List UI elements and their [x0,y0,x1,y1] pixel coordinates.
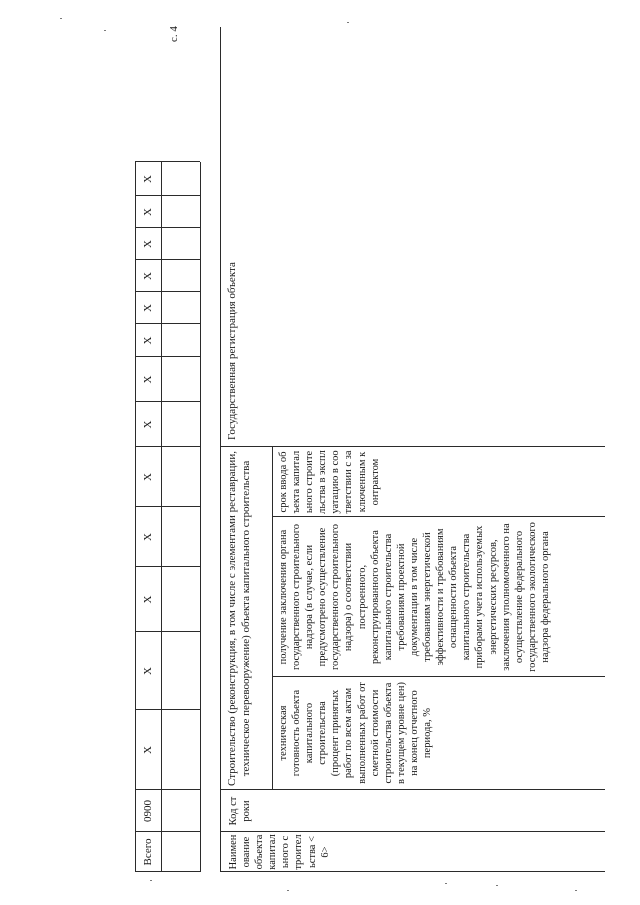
totals-mark: Х [142,595,154,604]
construction-section-title: Строительство (реконструкция, в том числе с элементами реставрации, техническое перевооружение) объекта капитального строительства [226,451,252,786]
code-column-header: Код строки [228,796,253,826]
totals-label: Всего [142,838,154,866]
totals-mark: Х [142,175,154,183]
totals-mark: Х [142,240,154,248]
totals-code: 0900 [142,800,154,822]
totals-mark: Х [142,533,154,541]
totals-mark: Х [142,420,154,429]
rotated-form [135,27,605,872]
readiness-column-header: техническая готовность объекта капитального строительства (процент принятых работ по всем актам выполненных работ от сметной стоимости строительства объекта в текущем уровне цен) на конец отчетного периода, % [278,681,434,785]
registration-column-header: Государственная регистрация объекта [226,262,238,440]
totals-mark: Х [142,746,154,754]
name-column-header: Наименование объекта капитального строительства <6> [228,834,331,870]
totals-mark: Х [142,208,154,216]
page-number: с. 4 [168,26,180,42]
totals-mark: Х [142,272,154,280]
totals-mark: Х [142,473,154,481]
inspection-conclusion-column-header: получение заключения органа государственного строительного надзора (в случае, если предусмотрено осуществление государственного строительного надзора) о соответствии построенного, реконструированного объекта капитального строительства требованиям проектной документации в том числе требованиям энергетической эффективности и требованиям оснащенности объекта капитального строительства приборами учета используемых энергетических ресурсов, заключения уполномоченного на осуществление федерального государственного экологического надзора федерального органа [278,522,551,672]
totals-mark: Х [142,375,154,384]
totals-mark: Х [142,336,154,345]
commissioning-deadline-column-header: срок ввода объекта капитального строительства в эксплуатацию в соответствии с заключенным контрактом [278,450,381,514]
totals-mark: Х [142,304,154,312]
totals-mark: Х [142,667,154,675]
